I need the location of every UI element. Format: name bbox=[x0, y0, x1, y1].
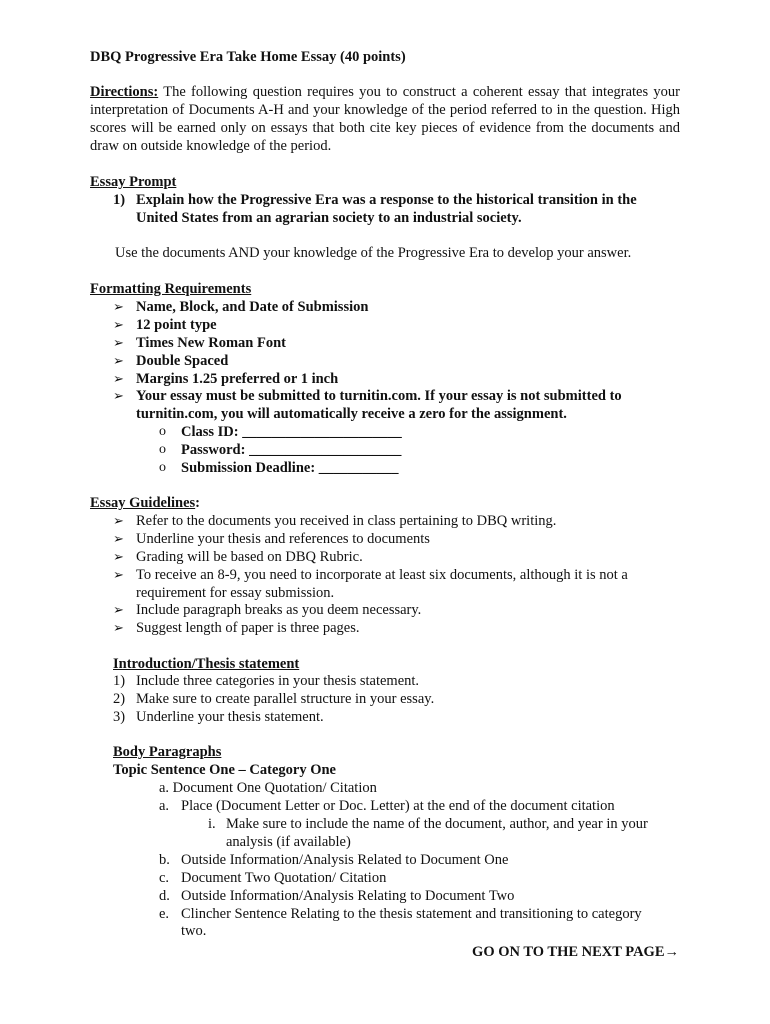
outline-item: Document Two Quotation/ Citation bbox=[181, 870, 387, 886]
prompt-line-1: Explain how the Progressive Era was a response to the historical transition in the bbox=[136, 192, 637, 208]
arrow-bullet-icon: ➢ bbox=[113, 602, 124, 617]
guideline-item: Underline your thesis and references to documents bbox=[136, 531, 430, 547]
prompt-number: 1) bbox=[113, 192, 126, 208]
guideline-item: Grading will be based on DBQ Rubric. bbox=[136, 549, 363, 565]
password-field: Password: _____________________ bbox=[181, 442, 402, 458]
outline-item: Outside Information/Analysis Relating to Document Two bbox=[181, 888, 515, 904]
arrow-bullet-icon: ➢ bbox=[113, 371, 124, 386]
arrow-bullet-icon: ➢ bbox=[113, 513, 124, 528]
directions-paragraph bbox=[90, 83, 680, 155]
outline-item-label: c. bbox=[159, 870, 170, 886]
formatting-item: Double Spaced bbox=[136, 353, 229, 369]
formatting-item: Margins 1.25 preferred or 1 inch bbox=[136, 371, 339, 387]
intro-item: Make sure to create parallel structure in your essay. bbox=[136, 691, 435, 707]
essay-prompt-heading: Essay Prompt bbox=[90, 174, 177, 190]
guidelines-heading bbox=[90, 494, 200, 512]
guideline-item-line-2: requirement for essay submission. bbox=[136, 585, 335, 601]
arrow-bullet-icon: ➢ bbox=[113, 567, 124, 582]
outline-item-label: a. bbox=[159, 798, 170, 814]
guideline-item: Suggest length of paper is three pages. bbox=[136, 620, 360, 636]
outline-item-line-1: Clincher Sentence Relating to the thesis statement and transitioning to category bbox=[181, 906, 642, 922]
guideline-item: Refer to the documents you received in class pertaining to DBQ writing. bbox=[136, 513, 557, 529]
body-heading: Body Paragraphs bbox=[113, 744, 222, 760]
prompt-line-2: United States from an agrarian society to an industrial society. bbox=[136, 210, 522, 226]
arrow-bullet-icon: ➢ bbox=[113, 388, 124, 403]
directions-text: The following question requires you to construct a coherent essay that integrates your interpretation of Documents A-H and your knowledge of the period referred to in the question. High scores will be earned only on essays that both cite key pieces of evidence from the documents and draw on outside knowledge of the period. bbox=[90, 84, 680, 154]
outline-item: Place (Document Letter or Doc. Letter) at the end of the document citation bbox=[181, 798, 615, 814]
arrow-bullet-icon: ➢ bbox=[113, 299, 124, 314]
intro-item: Include three categories in your thesis statement. bbox=[136, 673, 420, 689]
circle-bullet-icon: o bbox=[159, 442, 166, 457]
arrow-bullet-icon: ➢ bbox=[113, 620, 124, 635]
directions-label: Directions: bbox=[90, 84, 159, 100]
intro-item-number: 3) bbox=[113, 709, 126, 725]
guidelines-heading-text: Essay Guidelines bbox=[90, 495, 196, 511]
arrow-bullet-icon: ➢ bbox=[113, 353, 124, 368]
outline-item: Outside Information/Analysis Related to Document One bbox=[181, 852, 509, 868]
circle-bullet-icon: o bbox=[159, 424, 166, 439]
outline-item-label: e. bbox=[159, 906, 170, 922]
intro-item-number: 1) bbox=[113, 673, 126, 689]
turnitin-requirement-line-2: turnitin.com, you will automatically receive a zero for the assignment. bbox=[136, 406, 567, 422]
outline-item-label: d. bbox=[159, 888, 170, 904]
arrow-bullet-icon: ➢ bbox=[113, 317, 124, 332]
outline-subitem-line-2: analysis (if available) bbox=[226, 834, 351, 850]
submission-deadline-field: Submission Deadline: ___________ bbox=[181, 460, 399, 476]
outline-item-line-2: two. bbox=[181, 923, 207, 939]
outline-subitem-line-1: Make sure to include the name of the document, author, and year in your bbox=[226, 816, 648, 832]
outline-subitem-label: i. bbox=[208, 816, 216, 832]
intro-item-number: 2) bbox=[113, 691, 126, 707]
guideline-item: Include paragraph breaks as you deem necessary. bbox=[136, 602, 422, 618]
use-documents-note: Use the documents AND your knowledge of the Progressive Era to develop your answer. bbox=[115, 245, 632, 261]
next-page-note: GO ON TO THE NEXT PAGE→ bbox=[472, 944, 679, 960]
outline-item: a. Document One Quotation/ Citation bbox=[159, 780, 377, 796]
circle-bullet-icon: o bbox=[159, 460, 166, 475]
guidelines-colon: : bbox=[195, 495, 200, 511]
outline-item-label: b. bbox=[159, 852, 170, 868]
formatting-item: Name, Block, and Date of Submission bbox=[136, 299, 369, 315]
intro-item: Underline your thesis statement. bbox=[136, 709, 324, 725]
class-id-field: Class ID: ______________________ bbox=[181, 424, 402, 440]
arrow-bullet-icon: ➢ bbox=[113, 335, 124, 350]
guideline-item-line-1: To receive an 8-9, you need to incorporate at least six documents, although it is not a bbox=[136, 567, 628, 583]
arrow-bullet-icon: ➢ bbox=[113, 531, 124, 546]
arrow-bullet-icon: ➢ bbox=[113, 549, 124, 564]
formatting-heading: Formatting Requirements bbox=[90, 281, 252, 297]
formatting-item: Times New Roman Font bbox=[136, 335, 286, 351]
turnitin-requirement-line-1: Your essay must be submitted to turnitin.com. If your essay is not submitted to bbox=[136, 388, 622, 404]
document-title: DBQ Progressive Era Take Home Essay (40 points) bbox=[90, 49, 406, 65]
formatting-item: 12 point type bbox=[136, 317, 217, 333]
intro-heading: Introduction/Thesis statement bbox=[113, 656, 300, 672]
topic-sentence-heading: Topic Sentence One – Category One bbox=[113, 762, 336, 778]
